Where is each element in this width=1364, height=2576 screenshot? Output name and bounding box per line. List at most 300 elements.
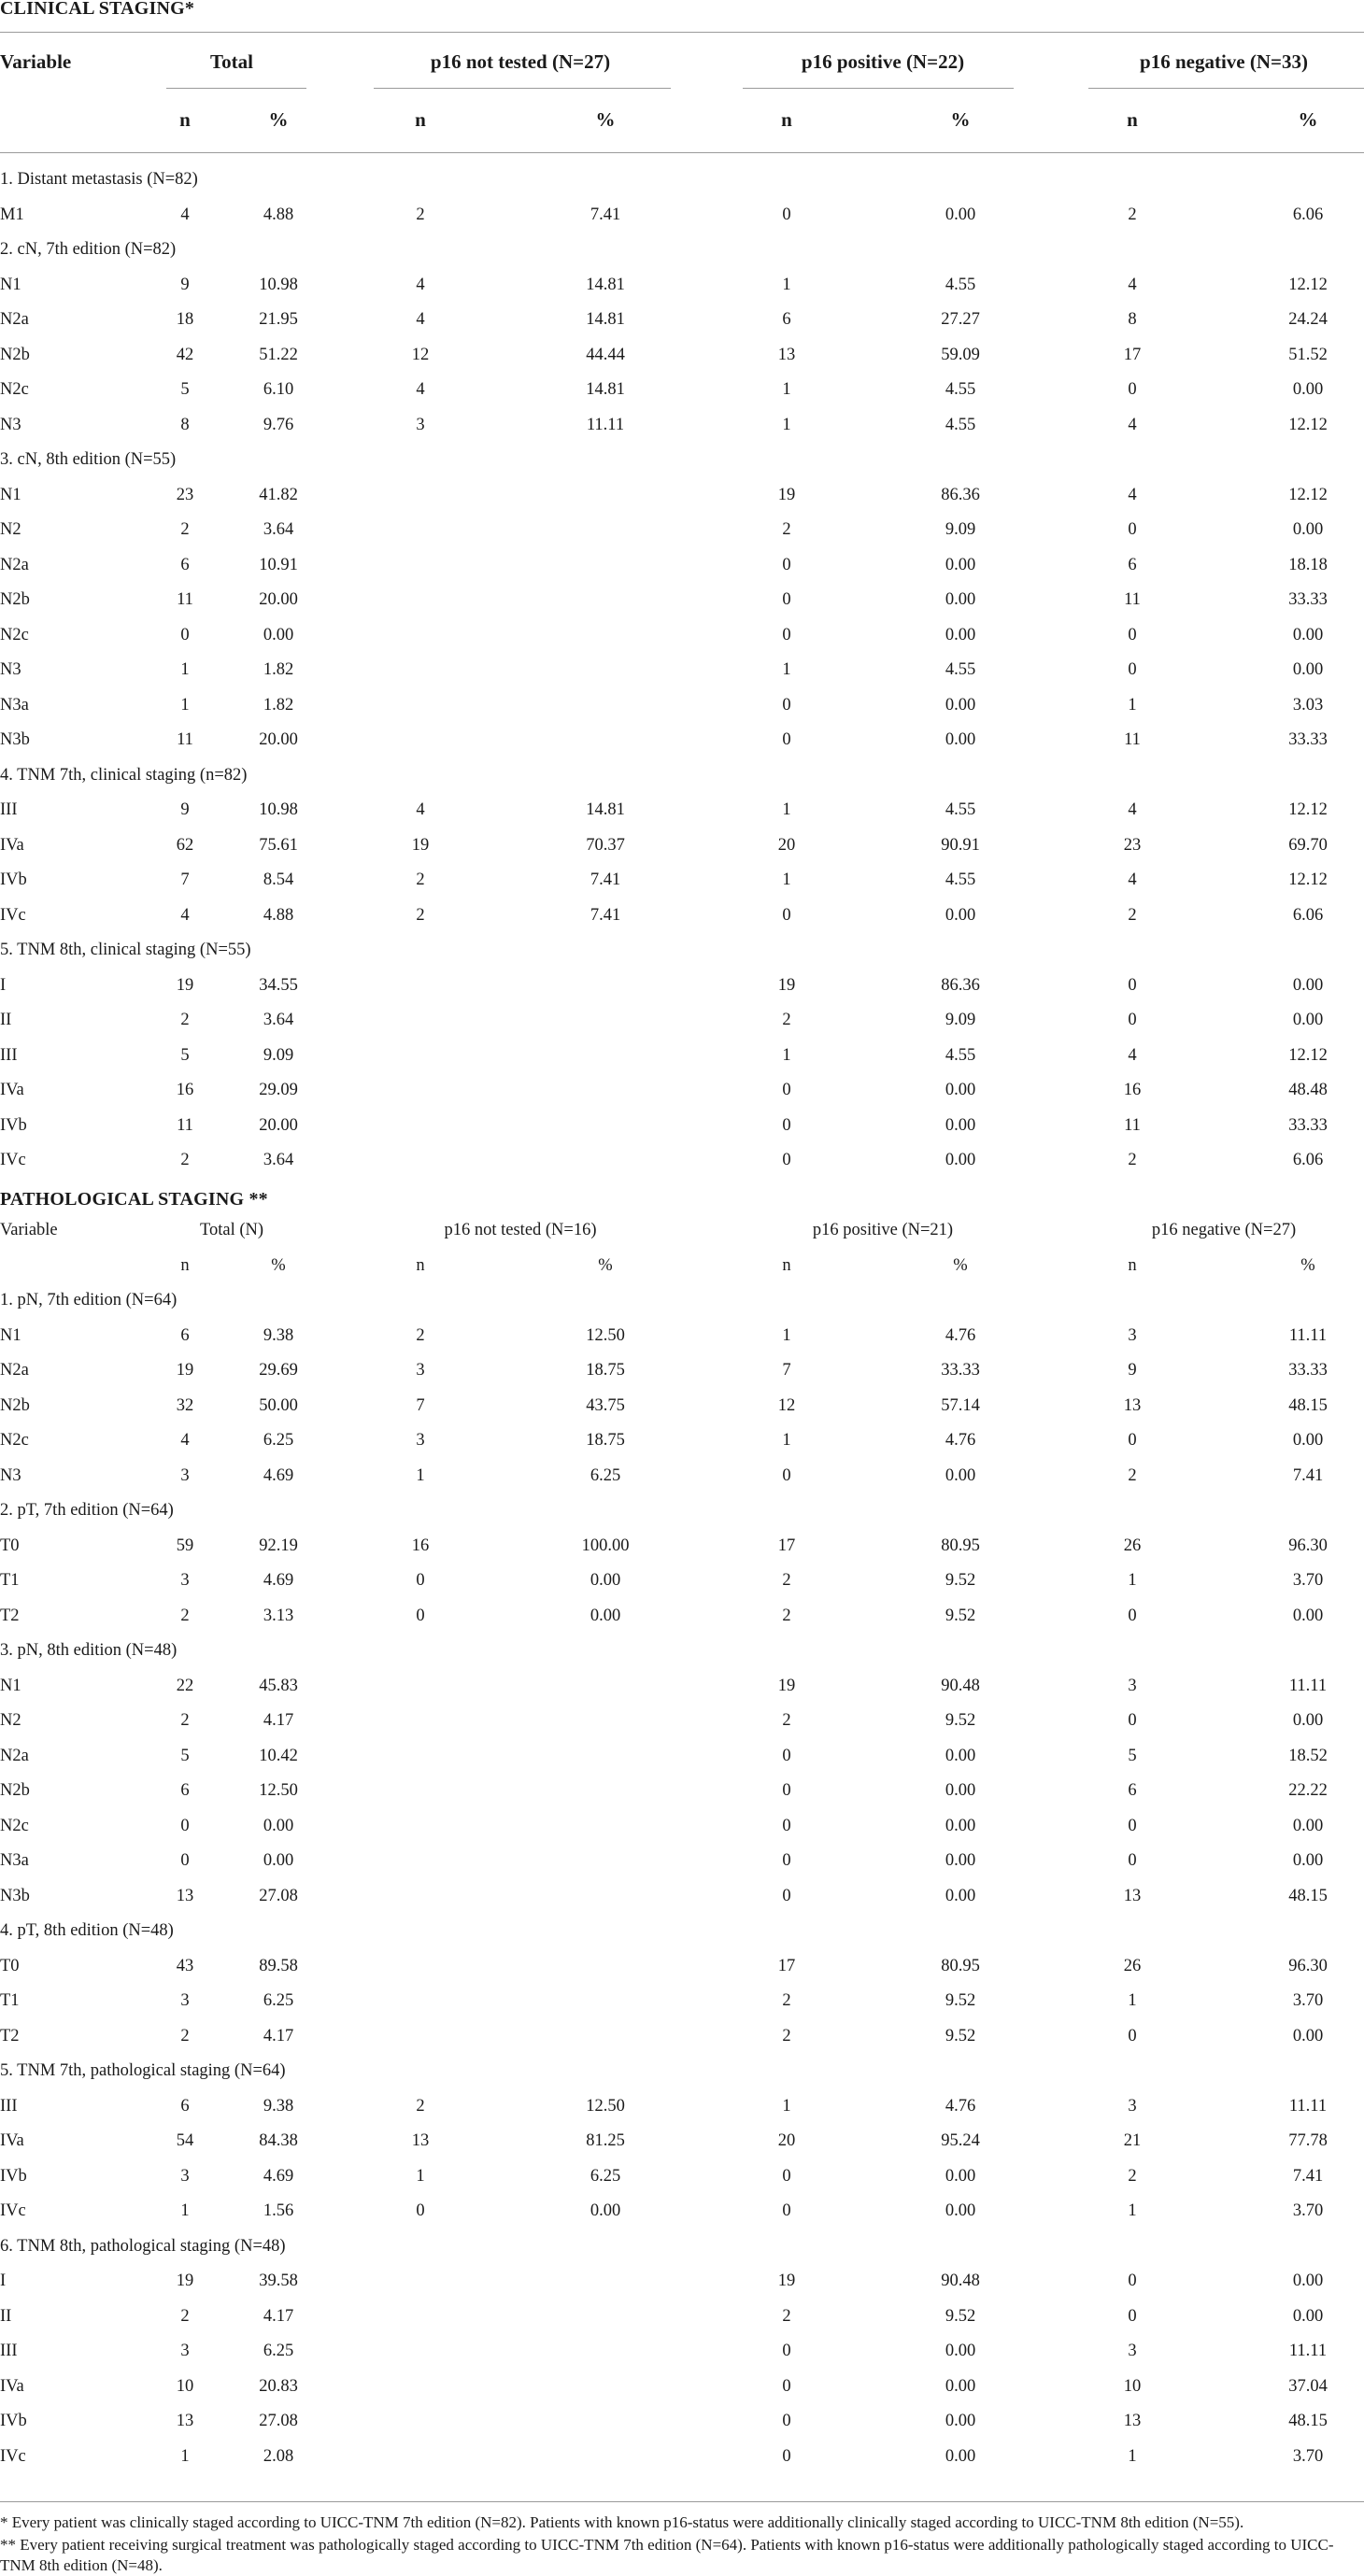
cell-pct: 48.15: [1288, 1395, 1328, 1415]
cell-n: 1: [782, 870, 791, 889]
cell-pct: 0.00: [590, 1571, 621, 1590]
cell-pct: 9.38: [263, 1325, 294, 1345]
cell-pct: 0.00: [945, 2342, 976, 2360]
cell-pct: 10.98: [259, 275, 298, 294]
cell-n: 4: [180, 905, 190, 925]
cell-pct: 18.18: [1288, 555, 1328, 574]
cell-n: 2: [1128, 1465, 1137, 1485]
cell-n: 0: [782, 205, 791, 224]
cell-pct: 27.27: [941, 310, 980, 329]
section-label: 4. TNM 7th, clinical staging (n=82): [0, 765, 248, 785]
cell-pct: 0.00: [945, 1816, 976, 1835]
row-label: IVb: [0, 1115, 27, 1135]
clinical-group-header-positive: p16 positive (N=22): [801, 50, 965, 73]
cell-pct: 29.09: [259, 1081, 298, 1099]
cell-n: 0: [1128, 1606, 1137, 1625]
row-label: N1: [0, 485, 21, 504]
cell-n: 1: [180, 2201, 190, 2220]
bottom-rule: [0, 2501, 1364, 2502]
cell-n: 4: [1128, 800, 1137, 819]
cell-pct: 14.81: [586, 310, 625, 329]
cell-n: 1: [416, 1465, 425, 1485]
cell-n: 7: [782, 1361, 791, 1380]
cell-n: 0: [1128, 1431, 1137, 1450]
cell-n: 16: [1123, 1081, 1142, 1099]
section-label: 5. TNM 7th, pathological staging (N=64): [0, 2061, 286, 2080]
cell-pct: 96.30: [1288, 1956, 1328, 1975]
cell-n: 3: [180, 2342, 190, 2360]
cell-n: 2: [782, 1571, 791, 1590]
clinical-subheader-pct: %: [950, 108, 971, 131]
cell-pct: 0.00: [945, 1746, 976, 1765]
cell-n: 12: [777, 1395, 796, 1415]
cell-pct: 0.00: [945, 1115, 976, 1135]
cell-pct: 10.42: [259, 1746, 298, 1765]
cell-pct: 14.81: [586, 380, 625, 399]
cell-n: 0: [782, 555, 791, 574]
cell-pct: 12.50: [259, 1781, 298, 1800]
cell-n: 26: [1123, 1956, 1142, 1975]
cell-pct: 9.76: [263, 415, 294, 434]
cell-n: 59: [176, 1536, 194, 1555]
cell-n: 6: [180, 1781, 190, 1800]
cell-pct: 27.08: [259, 2412, 298, 2430]
cell-pct: 0.00: [945, 205, 976, 224]
cell-n: 3: [1128, 2096, 1137, 2116]
cell-pct: 10.98: [259, 800, 298, 819]
cell-pct: 77.78: [1288, 2131, 1328, 2150]
cell-n: 10: [176, 2376, 194, 2396]
cell-pct: 6.06: [1292, 905, 1324, 925]
cell-n: 0: [180, 1816, 190, 1835]
cell-n: 13: [411, 2131, 430, 2150]
cell-n: 0: [782, 1851, 791, 1870]
clinical-variable-header: Variable: [0, 50, 72, 73]
cell-n: 5: [180, 1746, 190, 1765]
cell-pct: 9.52: [945, 1711, 976, 1730]
pathological-subheader-n: n: [416, 1255, 425, 1275]
cell-n: 9: [180, 275, 190, 294]
cell-pct: 0.00: [945, 2412, 976, 2430]
cell-pct: 1.56: [263, 2201, 294, 2220]
not-tested-group-rule: [374, 88, 671, 89]
cell-n: 0: [1128, 520, 1137, 539]
cell-pct: 4.69: [263, 1571, 294, 1590]
row-label: IVb: [0, 870, 27, 889]
cell-n: 0: [782, 730, 791, 749]
cell-n: 1: [782, 800, 791, 819]
row-label: N2c: [0, 625, 29, 644]
row-label: M1: [0, 205, 24, 224]
row-label: N2b: [0, 590, 30, 609]
cell-pct: 0.00: [1292, 520, 1324, 539]
cell-n: 10: [1123, 2376, 1142, 2396]
cell-n: 4: [416, 380, 425, 399]
cell-pct: 4.55: [945, 660, 976, 679]
pathological-subheader-n: n: [1128, 1255, 1137, 1275]
cell-n: 26: [1123, 1536, 1142, 1555]
cell-n: 9: [180, 800, 190, 819]
cell-pct: 1.82: [263, 695, 294, 715]
row-label: N2b: [0, 345, 30, 364]
cell-pct: 86.36: [941, 975, 980, 995]
cell-n: 3: [416, 1361, 425, 1380]
clinical-subheader-pct: %: [595, 108, 616, 131]
cell-pct: 21.95: [259, 310, 298, 329]
cell-pct: 8.54: [263, 870, 294, 889]
cell-pct: 3.13: [263, 1606, 294, 1625]
row-label: IVa: [0, 835, 24, 855]
cell-pct: 27.08: [259, 1886, 298, 1905]
cell-pct: 2.08: [263, 2446, 294, 2466]
cell-n: 8: [180, 415, 190, 434]
cell-pct: 0.00: [1292, 2306, 1324, 2326]
cell-pct: 37.04: [1288, 2376, 1328, 2396]
row-label: T0: [0, 1956, 20, 1975]
cell-pct: 7.41: [1292, 2166, 1324, 2186]
cell-pct: 0.00: [590, 2201, 621, 2220]
cell-n: 5: [180, 1045, 190, 1065]
cell-n: 0: [782, 1746, 791, 1765]
cell-pct: 95.24: [941, 2131, 980, 2150]
cell-pct: 12.50: [586, 1325, 625, 1345]
row-label: N1: [0, 275, 21, 294]
cell-pct: 70.37: [586, 835, 625, 855]
cell-n: 3: [180, 1571, 190, 1590]
cell-pct: 20.83: [259, 2376, 298, 2396]
cell-pct: 7.41: [590, 905, 621, 925]
cell-n: 0: [782, 1115, 791, 1135]
cell-n: 0: [1128, 1851, 1137, 1870]
section-label: 3. cN, 8th edition (N=55): [0, 450, 177, 469]
cell-pct: 3.70: [1292, 1991, 1324, 2010]
cell-n: 54: [176, 2131, 194, 2150]
pathological-staging-title: PATHOLOGICAL STAGING **: [0, 1188, 268, 1210]
clinical-subheader-n: n: [415, 108, 426, 131]
cell-n: 0: [1128, 625, 1137, 644]
row-label: T1: [0, 1991, 20, 2010]
cell-n: 1: [782, 380, 791, 399]
cell-pct: 48.15: [1288, 2412, 1328, 2430]
cell-n: 1: [180, 660, 190, 679]
cell-pct: 33.33: [1288, 1361, 1328, 1380]
section-label: 1. Distant metastasis (N=82): [0, 170, 198, 189]
cell-n: 0: [782, 1151, 791, 1169]
cell-pct: 12.12: [1288, 275, 1328, 294]
cell-n: 1: [180, 695, 190, 715]
cell-n: 0: [782, 2412, 791, 2430]
row-label: T1: [0, 1571, 20, 1590]
cell-pct: 43.75: [586, 1395, 625, 1415]
row-label: III: [0, 2342, 18, 2360]
row-label: N2a: [0, 555, 29, 574]
cell-pct: 33.33: [1288, 1115, 1328, 1135]
row-label: III: [0, 800, 18, 819]
cell-pct: 0.00: [263, 1851, 294, 1870]
cell-n: 2: [416, 1325, 425, 1345]
pathological-subheader-pct: %: [953, 1255, 968, 1275]
cell-n: 3: [180, 1991, 190, 2010]
row-label: N2c: [0, 380, 29, 399]
cell-pct: 12.12: [1288, 800, 1328, 819]
cell-n: 4: [1128, 870, 1137, 889]
cell-pct: 100.00: [581, 1536, 630, 1555]
cell-pct: 7.41: [590, 205, 621, 224]
cell-pct: 12.12: [1288, 870, 1328, 889]
cell-n: 0: [782, 695, 791, 715]
row-label: IVc: [0, 1151, 26, 1169]
cell-n: 0: [180, 1851, 190, 1870]
cell-n: 21: [1123, 2131, 1142, 2150]
cell-pct: 14.81: [586, 800, 625, 819]
pathological-group-header: p16 negative (N=27): [1151, 1221, 1297, 1239]
footnote-pathological: ** Every patient receiving surgical treatment was pathologically staged according to UICC-TNM 7th edition (N=64). Patients with known p16-status were additionally pathologically staged according to UICC-TNM 8th edition (N=48).: [0, 2536, 1334, 2574]
cell-n: 23: [1123, 835, 1142, 855]
cell-pct: 6.06: [1292, 205, 1324, 224]
cell-n: 3: [1128, 1325, 1137, 1345]
cell-n: 2: [180, 2306, 190, 2326]
cell-pct: 34.55: [259, 975, 298, 995]
cell-n: 2: [416, 870, 425, 889]
cell-n: 6: [180, 1325, 190, 1345]
cell-pct: 12.50: [586, 2096, 625, 2116]
cell-n: 3: [180, 2166, 190, 2186]
cell-pct: 20.00: [259, 590, 298, 609]
cell-n: 4: [180, 1431, 190, 1450]
cell-n: 2: [1128, 905, 1137, 925]
cell-pct: 0.00: [945, 2201, 976, 2220]
cell-n: 0: [782, 1781, 791, 1800]
cell-pct: 11.11: [586, 415, 625, 434]
cell-n: 2: [180, 2026, 190, 2045]
row-label: N2a: [0, 1361, 29, 1380]
cell-pct: 0.00: [945, 905, 976, 925]
cell-n: 4: [180, 205, 190, 224]
cell-n: 2: [416, 905, 425, 925]
cell-pct: 6.10: [263, 380, 294, 399]
cell-pct: 3.70: [1292, 2201, 1324, 2220]
clinical-staging-title: CLINICAL STAGING*: [0, 0, 195, 19]
cell-pct: 4.17: [263, 2306, 294, 2326]
cell-n: 0: [782, 2201, 791, 2220]
cell-n: 3: [1128, 2342, 1137, 2360]
pathological-subheader-n: n: [180, 1255, 190, 1275]
cell-n: 6: [1128, 1781, 1137, 1800]
cell-pct: 48.15: [1288, 1886, 1328, 1905]
cell-n: 9: [1128, 1361, 1137, 1380]
row-label: II: [0, 1011, 12, 1029]
cell-pct: 0.00: [945, 1151, 976, 1169]
cell-n: 13: [176, 1886, 194, 1905]
cell-pct: 81.25: [586, 2131, 625, 2150]
cell-n: 19: [411, 835, 430, 855]
row-label: N3a: [0, 1851, 29, 1870]
row-label: N3: [0, 660, 21, 679]
cell-pct: 0.00: [945, 1781, 976, 1800]
cell-pct: 0.00: [945, 1886, 976, 1905]
cell-pct: 39.58: [259, 2272, 298, 2290]
cell-pct: 48.48: [1288, 1081, 1328, 1099]
cell-n: 2: [1128, 2166, 1137, 2186]
cell-n: 1: [782, 2096, 791, 2116]
row-label: T2: [0, 1606, 20, 1625]
cell-n: 1: [782, 1325, 791, 1345]
cell-n: 0: [416, 1606, 425, 1625]
cell-pct: 0.00: [945, 2166, 976, 2186]
cell-pct: 59.09: [941, 345, 980, 364]
cell-n: 17: [777, 1956, 796, 1975]
cell-pct: 4.17: [263, 2026, 294, 2045]
row-label: IVc: [0, 2201, 26, 2220]
cell-pct: 50.00: [259, 1395, 298, 1415]
cell-pct: 0.00: [1292, 660, 1324, 679]
section-label: 4. pT, 8th edition (N=48): [0, 1921, 174, 1940]
cell-pct: 3.64: [263, 1151, 294, 1169]
cell-n: 1: [782, 1045, 791, 1065]
cell-n: 4: [1128, 415, 1137, 434]
cell-pct: 3.03: [1292, 695, 1324, 715]
cell-pct: 12.12: [1288, 1045, 1328, 1065]
cell-pct: 0.00: [1292, 1851, 1324, 1870]
cell-pct: 0.00: [1292, 1711, 1324, 1730]
cell-n: 20: [777, 2131, 796, 2150]
cell-pct: 33.33: [941, 1361, 980, 1380]
cell-n: 2: [416, 205, 425, 224]
cell-pct: 4.76: [945, 1431, 976, 1450]
cell-n: 0: [782, 625, 791, 644]
cell-n: 1: [1128, 2201, 1137, 2220]
cell-n: 0: [782, 1816, 791, 1835]
footnote-clinical: * Every patient was clinically staged according to UICC-TNM 7th edition (N=82). Patients with known p16-status were additionally clinically staged according to UICC-TNM 8th edition (N=55).: [0, 2513, 1244, 2531]
cell-pct: 18.52: [1288, 1746, 1328, 1765]
cell-n: 19: [176, 975, 194, 995]
cell-pct: 4.17: [263, 1711, 294, 1730]
cell-pct: 24.24: [1288, 310, 1328, 329]
row-label: I: [0, 975, 7, 995]
cell-pct: 33.33: [1288, 730, 1328, 749]
cell-n: 0: [1128, 2306, 1137, 2326]
clinical-subheader-n: n: [781, 108, 792, 131]
cell-pct: 0.00: [945, 590, 976, 609]
cell-n: 3: [416, 415, 425, 434]
row-label: N2a: [0, 1746, 29, 1765]
cell-n: 13: [1123, 1395, 1142, 1415]
cell-n: 0: [1128, 1711, 1137, 1730]
cell-pct: 9.09: [945, 520, 976, 539]
clinical-subheader-pct: %: [1298, 108, 1318, 131]
cell-pct: 0.00: [1292, 1606, 1324, 1625]
cell-pct: 96.30: [1288, 1536, 1328, 1555]
cell-n: 1: [782, 1431, 791, 1450]
cell-pct: 22.22: [1288, 1781, 1328, 1800]
cell-n: 0: [782, 1465, 791, 1485]
cell-n: 19: [777, 2272, 796, 2290]
cell-pct: 0.00: [945, 2376, 976, 2396]
row-label: II: [0, 2306, 12, 2326]
clinical-header-rule: [0, 152, 1364, 153]
cell-n: 2: [782, 520, 791, 539]
cell-n: 18: [176, 310, 194, 329]
cell-pct: 4.69: [263, 2166, 294, 2186]
cell-pct: 1.82: [263, 660, 294, 679]
cell-pct: 4.76: [945, 1325, 976, 1345]
cell-n: 2: [416, 2096, 425, 2116]
cell-pct: 0.00: [945, 695, 976, 715]
cell-pct: 9.52: [945, 1571, 976, 1590]
cell-n: 19: [777, 975, 796, 995]
cell-pct: 6.25: [263, 1431, 294, 1450]
cell-n: 0: [782, 2166, 791, 2186]
clinical-subheader-n: n: [179, 108, 191, 131]
cell-pct: 84.38: [259, 2131, 298, 2150]
cell-n: 11: [177, 590, 193, 609]
cell-n: 12: [411, 345, 430, 364]
cell-pct: 9.09: [945, 1011, 976, 1029]
cell-pct: 0.00: [945, 2446, 976, 2466]
cell-n: 0: [1128, 975, 1137, 995]
cell-n: 0: [1128, 1816, 1137, 1835]
cell-n: 11: [1124, 730, 1141, 749]
cell-pct: 4.76: [945, 2096, 976, 2116]
cell-n: 1: [782, 660, 791, 679]
row-label: N2a: [0, 310, 29, 329]
cell-pct: 9.52: [945, 2306, 976, 2326]
row-label: IVc: [0, 2446, 26, 2466]
cell-n: 22: [176, 1676, 194, 1695]
cell-pct: 3.64: [263, 1011, 294, 1029]
cell-n: 2: [782, 1011, 791, 1029]
cell-pct: 0.00: [945, 555, 976, 574]
cell-n: 6: [180, 2096, 190, 2116]
row-label: IVc: [0, 905, 26, 925]
cell-n: 4: [1128, 1045, 1137, 1065]
cell-pct: 4.55: [945, 1045, 976, 1065]
clinical-group-header-negative: p16 negative (N=33): [1140, 50, 1308, 73]
pathological-subheader-pct: %: [1300, 1255, 1315, 1275]
cell-pct: 86.36: [941, 485, 980, 504]
cell-n: 23: [176, 485, 194, 504]
cell-n: 1: [1128, 1991, 1137, 2010]
cell-n: 5: [180, 380, 190, 399]
cell-n: 43: [176, 1956, 194, 1975]
cell-pct: 4.55: [945, 275, 976, 294]
cell-pct: 75.61: [259, 835, 298, 855]
cell-pct: 14.81: [586, 275, 625, 294]
cell-pct: 80.95: [941, 1536, 980, 1555]
cell-pct: 44.44: [586, 345, 625, 364]
cell-n: 4: [416, 275, 425, 294]
total-group-rule: [166, 88, 306, 89]
row-label: N3a: [0, 695, 29, 715]
cell-pct: 92.19: [259, 1536, 298, 1555]
cell-n: 2: [782, 1991, 791, 2010]
cell-pct: 6.25: [263, 2342, 294, 2360]
cell-n: 7: [416, 1395, 425, 1415]
cell-pct: 0.00: [1292, 975, 1324, 995]
cell-pct: 89.58: [259, 1956, 298, 1975]
cell-pct: 90.48: [941, 1676, 980, 1695]
cell-pct: 51.52: [1288, 345, 1328, 364]
row-label: IVa: [0, 2376, 24, 2396]
cell-pct: 0.00: [263, 625, 294, 644]
row-label: T2: [0, 2026, 20, 2045]
cell-n: 0: [782, 2342, 791, 2360]
cell-n: 2: [782, 2026, 791, 2045]
cell-n: 2: [180, 1606, 190, 1625]
cell-pct: 10.91: [259, 555, 298, 574]
cell-pct: 0.00: [945, 1465, 976, 1485]
cell-n: 0: [180, 625, 190, 644]
